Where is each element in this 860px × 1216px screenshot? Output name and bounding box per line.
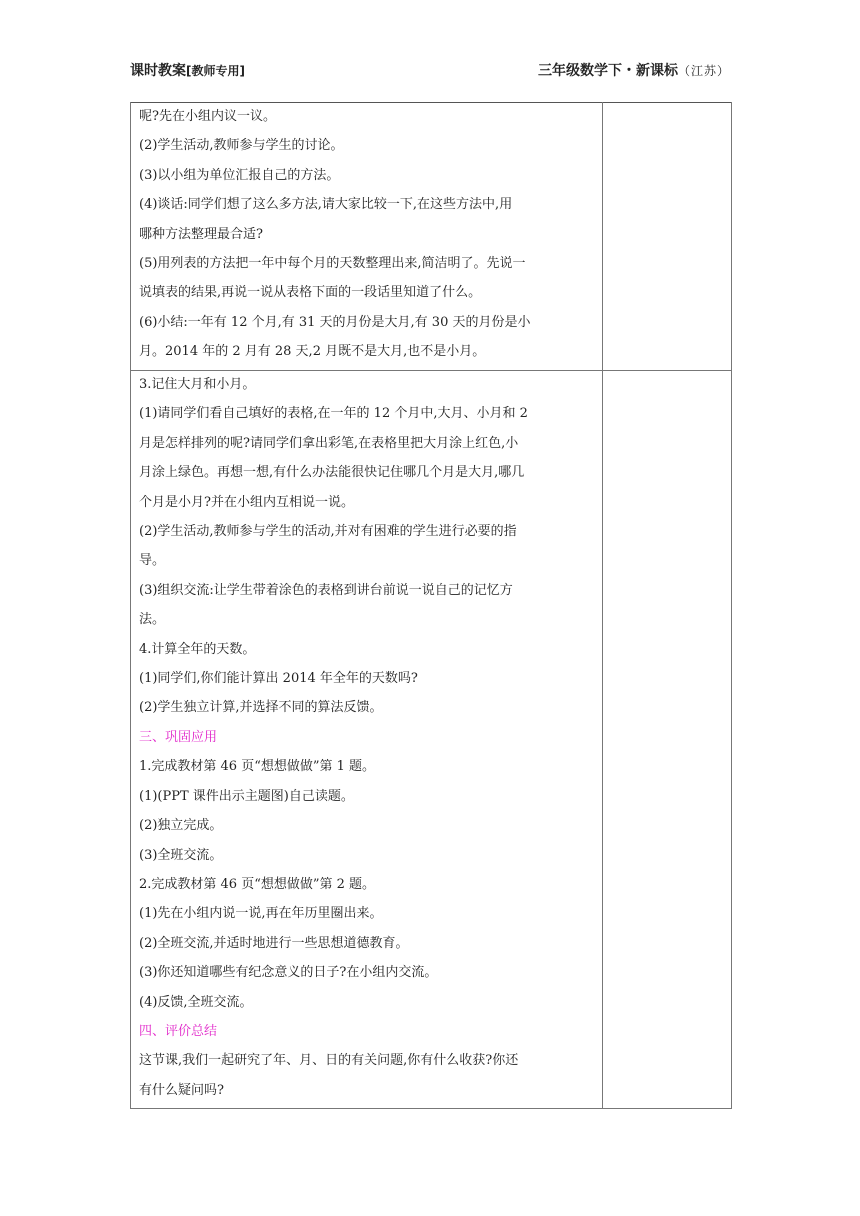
text-line: (3)组织交流:让学生带着涂色的表格到讲台前说一说自己的记忆方: [139, 582, 513, 598]
text-line: (2)学生活动,教师参与学生的活动,并对有困难的学生进行必要的指: [139, 524, 517, 540]
text-line: 导。: [139, 553, 166, 569]
header-course: 三年级数学下・新课标: [537, 63, 678, 79]
text-line: (1)同学们,你们能计算出 2014 年全年的天数吗?: [139, 671, 418, 687]
lesson-table: [130, 102, 732, 1109]
text-line: (3)全班交流。: [139, 847, 223, 863]
text-line: (3)以小组为单位汇报自己的方法。: [139, 167, 340, 183]
text-line: (3)你还知道哪些有纪念意义的日子?在小组内交流。: [139, 965, 438, 981]
text-line: 1.完成教材第 46 页“想想做做”第 1 题。: [139, 759, 376, 775]
text-line: 说填表的结果,再说一说从表格下面的一段话里知道了什么。: [139, 285, 482, 301]
text-line: (1)先在小组内说一说,再在年历里圈出来。: [139, 906, 383, 922]
section-heading-summary: 四、评价总结: [139, 1023, 218, 1039]
header-right: [538, 60, 730, 80]
page-header: [130, 60, 730, 82]
section-heading-consolidate: 三、巩固应用: [139, 729, 218, 745]
header-title: 课时教案: [130, 63, 186, 79]
text-line: (2)独立完成。: [139, 818, 223, 834]
text-line: 有什么疑问吗?: [139, 1082, 224, 1098]
text-line: 月。2014 年的 2 月有 28 天,2 月既不是大月,也不是小月。: [139, 344, 486, 360]
text-line: 呢?先在小组内议一议。: [139, 109, 276, 124]
text-line: 这节课,我们一起研究了年、月、日的有关问题,你有什么收获?你还: [139, 1053, 519, 1069]
text-line: (4)反馈,全班交流。: [139, 994, 253, 1010]
text-line: (6)小结:一年有 12 个月,有 31 天的月份是大月,有 30 天的月份是小: [139, 314, 531, 330]
column-divider: [602, 102, 603, 1108]
text-line: (5)用列表的方法把一年中每个月的天数整理出来,简洁明了。先说一: [139, 256, 526, 272]
text-line: (1)(PPT 课件出示主题图)自己读题。: [139, 788, 354, 804]
text-line: (4)谈话:同学们想了这么多方法,请大家比较一下,在这些方法中,用: [139, 197, 513, 213]
text-line: 2.完成教材第 46 页“想想做做”第 2 题。: [139, 876, 376, 892]
header-edition: （江苏）: [677, 64, 730, 78]
text-line: 个月是小月?并在小组内互相说一说。: [139, 494, 354, 510]
text-line: (2)全班交流,并适时地进行一些思想道德教育。: [139, 935, 409, 951]
text-line: 哪种方法整理最合适?: [139, 226, 263, 242]
text-line: 法。: [139, 612, 166, 628]
lesson-cell-practice: [139, 370, 597, 1105]
text-line: 月涂上绿色。再想一想,有什么办法能很快记住哪几个月是大月,哪几: [139, 465, 525, 481]
text-line: (1)请同学们看自己填好的表格,在一年的 12 个月中,大月、小月和 2: [139, 406, 528, 422]
lesson-cell-discussion: [139, 102, 597, 367]
text-line: (2)学生活动,教师参与学生的讨论。: [139, 138, 344, 154]
text-line: 月是怎样排列的呢?请同学们拿出彩笔,在表格里把大月涂上红色,小: [139, 435, 519, 451]
header-left: [130, 60, 245, 80]
text-line: 4.计算全年的天数。: [139, 641, 256, 657]
text-line: (2)学生独立计算,并选择不同的算法反馈。: [139, 700, 383, 716]
text-line: 3.记住大月和小月。: [139, 377, 256, 392]
header-subtitle: [教师专用]: [186, 64, 245, 78]
